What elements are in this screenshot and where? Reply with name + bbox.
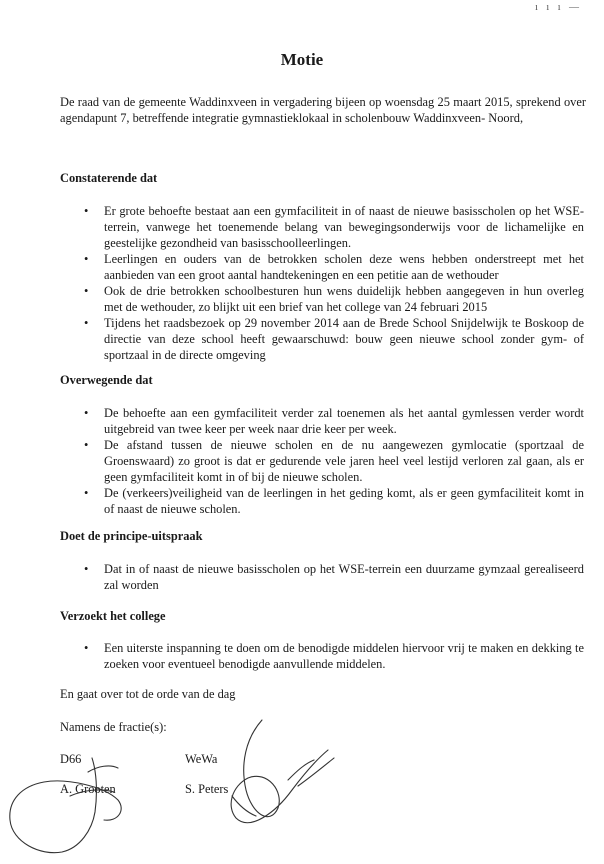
signature-grooten <box>10 758 121 853</box>
heading-principe-uitspraak: Doet de principe-uitspraak <box>60 529 203 543</box>
party-d66: D66 <box>60 752 82 766</box>
list-item: • Ook de drie betrokken schoolbesturen hun wens duidelijk hebben aangegeven in hun overleg met de wethouder, zo blijkt uit een brief van het college van 24 februari 2015 <box>84 283 584 315</box>
list-item: • Tijdens het raadsbezoek op 29 november 2014 aan de Brede School Snijdelwijk te Boskoop de directie van deze school heeft gewaarschuwd: bouw geen nieuwe school zonder gym- of sportzaal in de directe omgeving <box>84 315 584 363</box>
intro-paragraph: De raad van de gemeente Waddinxveen in vergadering bijeen op woensdag 25 maart 2015, sprekend over agendapunt 7, betreffende integratie gymnastieklokaal in scholenbouw Waddinxveen- Noord, <box>60 95 586 125</box>
list-item: • Dat in of naast de nieuwe basisscholen op het WSE-terrein een duurzame gymzaal gerealiseerd zal worden <box>84 561 584 593</box>
heading-verzoekt: Verzoekt het college <box>60 609 166 623</box>
signature-peters <box>231 720 334 823</box>
heading-overwegende: Overwegende dat <box>60 373 153 387</box>
list-item: • Leerlingen en ouders van de betrokken scholen deze wens hebben onderstreept met het aanbieden van een groot aantal handtekeningen en een petitie aan de wethouder <box>84 251 584 283</box>
fracties-label: Namens de fractie(s): <box>60 720 167 734</box>
party-wewa: WeWa <box>185 752 218 766</box>
name-grooten: A. Grooten <box>60 782 116 796</box>
corner-mark: ı ı ı — <box>535 2 582 13</box>
list-item: • Er grote behoefte bestaat aan een gymfaciliteit in of naast de nieuwe basisscholen op het WSE-terrein, vanwege het toenemende belang van bewegingsonderwijs voor de lichamelijke en geestelijke gezondheid van basisschoolleerlingen. <box>84 203 584 251</box>
list-item: • De (verkeers)veiligheid van de leerlingen in het geding komt, als er geen gymfaciliteit komt in of naast de nieuwe scholen. <box>84 485 584 517</box>
closing-line: En gaat over tot de orde van de dag <box>60 687 236 701</box>
list-item: • De behoefte aan een gymfaciliteit verder zal toenemen als het aantal gymlessen verder wordt uitgebreid van twee keer per week naar drie keer per week. <box>84 405 584 437</box>
name-peters: S. Peters <box>185 782 229 796</box>
list-item: • Een uiterste inspanning te doen om de benodigde middelen hiervoor vrij te maken en dekking te zoeken voor eventueel benodigde aanvullende middelen. <box>84 640 584 672</box>
document-title: Motie <box>280 50 324 69</box>
list-item: • De afstand tussen de nieuwe scholen en de nu aangewezen gymlocatie (sportzaal de Groenswaard) zo groot is dat er gedurende vele jaren heel veel lestijd verloren zal gaan, als er geen gymfaciliteit komt in of bij de nieuwe scholen. <box>84 437 584 485</box>
heading-constaterende: Constaterende dat <box>60 171 158 185</box>
